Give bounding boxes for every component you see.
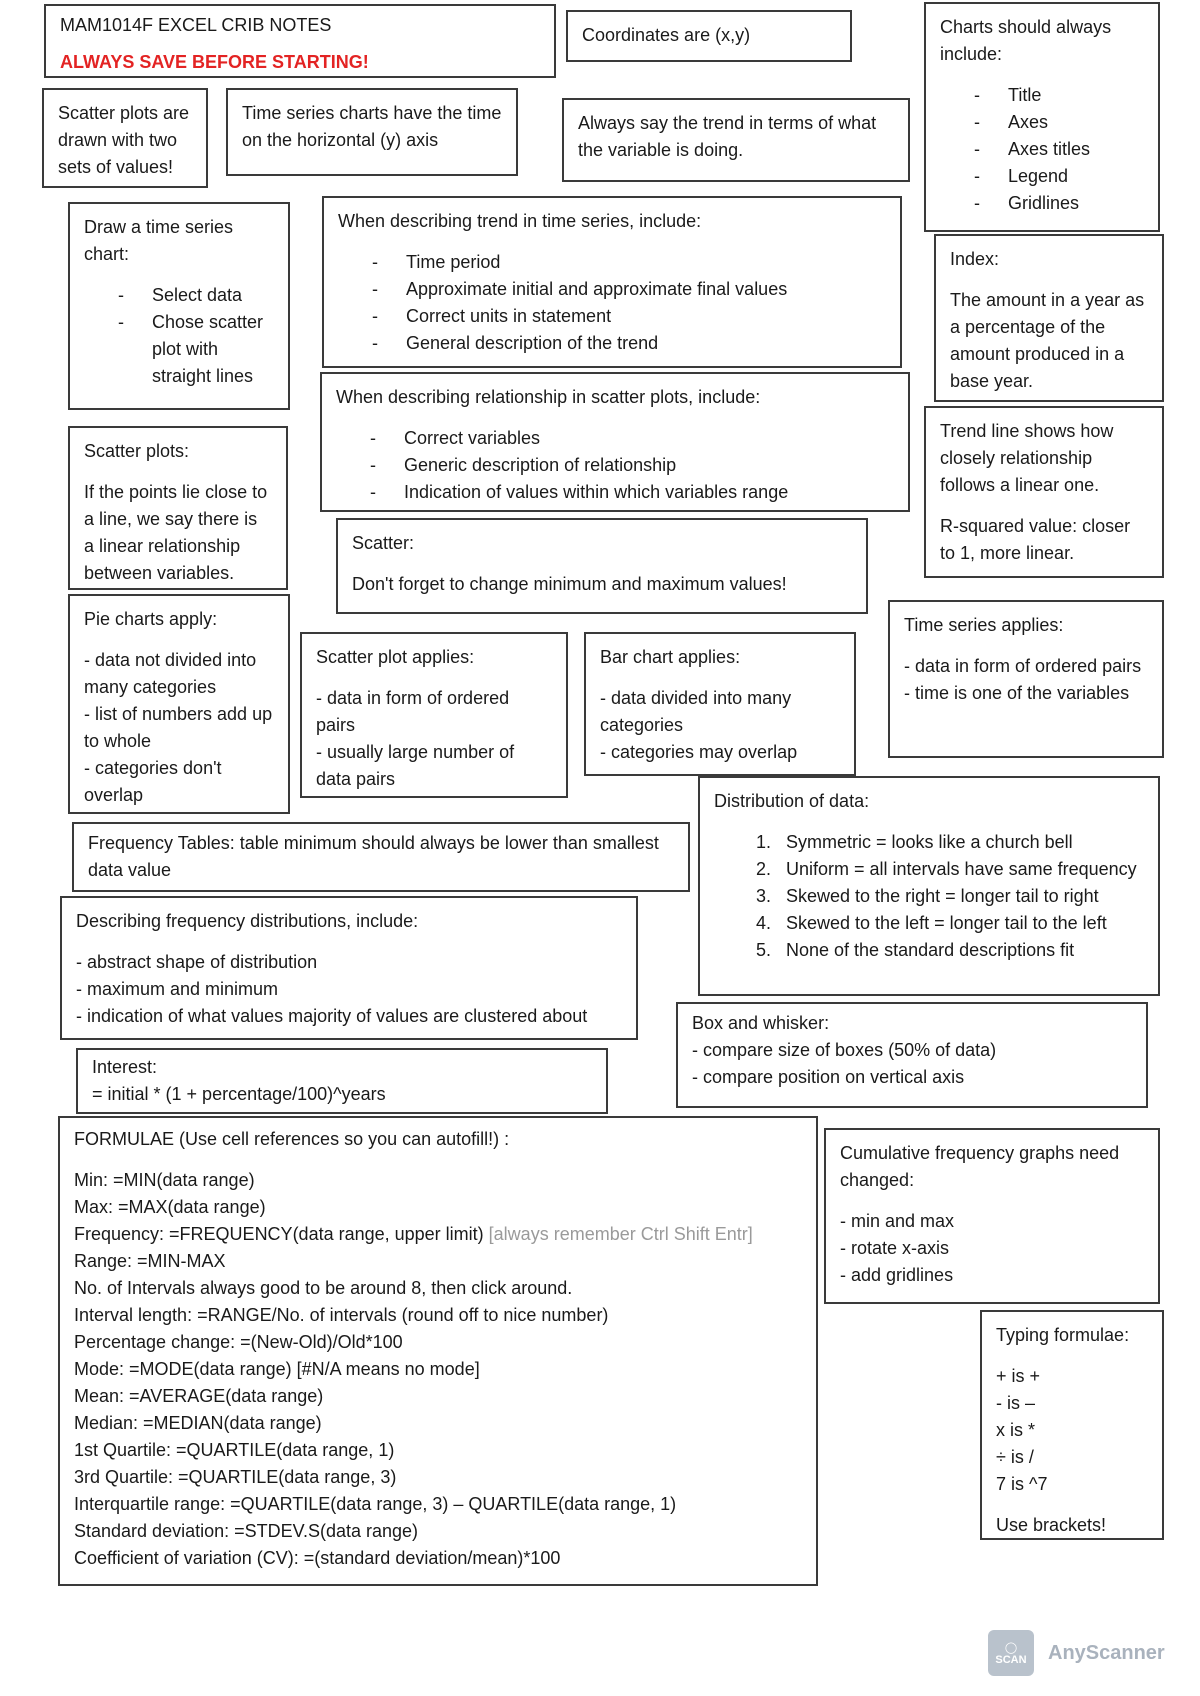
interest-title: Interest: [92,1057,158,1077]
trend-describe-list [338,249,886,357]
scanner-name: AnyScanner [1048,1641,1165,1664]
list-item: - Correct variables [336,425,894,452]
page-title: MAM1014F EXCEL CRIB NOTES [60,15,332,35]
list-item: - Generic description of relationship [336,452,894,479]
relationship-describe-box [320,372,910,512]
formula-line: No. of Intervals always good to be around 8, then click around. [74,1278,573,1298]
typing-box [980,1310,1164,1540]
typing-lines [996,1363,1148,1498]
text-line: - data divided into many categories [600,688,792,735]
formula-line: 3rd Quartile: =QUARTILE(data range, 3) [74,1467,397,1487]
pie-applies-box [68,594,290,814]
index-box [934,234,1164,402]
box-whisker-box [676,1002,1148,1108]
list-item: - Axes [940,109,1144,136]
scatter-plots-title: Scatter plots: [84,441,190,461]
bar-applies-box [584,632,856,776]
text-line: - categories may overlap [600,742,798,762]
list-item: - Chose scatter plot with straight lines [84,309,274,390]
relationship-describe-list [336,425,894,506]
scatter-values-box [42,88,208,188]
charts-include-title: Charts should always include: [940,17,1112,64]
freq-distributions-title: Describing frequency distributions, include: [76,911,419,931]
charts-include-box [924,2,1160,232]
list-item: - Select data [84,282,274,309]
formula-line: Max: =MAX(data range) [74,1197,266,1217]
list-item: - Axes titles [940,136,1144,163]
formula-line: Frequency: =FREQUENCY(data range, upper limit) [always remember Ctrl Shift Entr] [74,1224,753,1244]
trend-terms-text: Always say the trend in terms of what the variable is doing. [578,113,877,160]
list-item: 3. Skewed to the right = longer tail to right [776,883,1144,910]
list-item: - Title [940,82,1144,109]
trend-line-text: Trend line shows how closely relationship follows a linear one. [940,421,1114,495]
anyscanner-watermark [988,1630,1165,1676]
cumulative-title: Cumulative frequency graphs need changed: [840,1143,1120,1190]
time-series-applies-title: Time series applies: [904,615,1064,635]
list-item: - Correct units in statement [338,303,886,330]
list-item: - Time period [338,249,886,276]
scatter-applies-lines [316,685,552,793]
scatter-minmax-text: Don't forget to change minimum and maximum values! [352,574,787,594]
list-item: - Gridlines [940,190,1144,217]
box-whisker-lines [692,1037,1132,1091]
time-series-applies-lines [904,653,1148,707]
scanner-logo-icon: ◯ SCAN [988,1630,1034,1676]
charts-include-list [940,82,1144,217]
coordinates-box [566,10,852,62]
text-line: - data in form of ordered pairs [904,656,1142,676]
trend-describe-box [322,196,902,368]
list-item: 5. None of the standard descriptions fit [776,937,1144,964]
text-line: - add gridlines [840,1265,954,1285]
scatter-minmax-title: Scatter: [352,533,415,553]
frequency-note: [always remember Ctrl Shift Entr] [483,1224,753,1244]
text-line: - is – [996,1393,1036,1413]
trend-line-box [924,406,1164,578]
cumulative-box [824,1128,1160,1304]
list-item: - General description of the trend [338,330,886,357]
r-squared-text: R-squared value: closer to 1, more linear. [940,516,1131,563]
text-line: - min and max [840,1211,955,1231]
formula-line: Standard deviation: =STDEV.S(data range) [74,1521,419,1541]
text-line: - maximum and minimum [76,979,279,999]
warning-text: ALWAYS SAVE BEFORE STARTING! [60,52,369,72]
text-line: 7 is ^7 [996,1474,1048,1494]
formula-line: Coefficient of variation (CV): =(standard deviation/mean)*100 [74,1548,561,1568]
formula-line: Interquartile range: =QUARTILE(data range, 3) – QUARTILE(data range, 1) [74,1494,677,1514]
list-item: 2. Uniform = all intervals have same frequency [776,856,1144,883]
text-line: - categories don't overlap [84,758,222,805]
header-box [44,4,556,78]
cumulative-lines [840,1208,1144,1289]
text-line: - data in form of ordered pairs [316,688,510,735]
formula-line: 1st Quartile: =QUARTILE(data range, 1) [74,1440,395,1460]
box-whisker-title: Box and whisker: [692,1013,830,1033]
index-text: The amount in a year as a percentage of the amount produced in a base year. [950,290,1145,391]
formula-line: Percentage change: =(New-Old)/Old*100 [74,1332,403,1352]
text-line: - usually large number of data pairs [316,742,515,789]
freq-distributions-lines [76,949,622,1030]
typing-title: Typing formulae: [996,1325,1130,1345]
time-series-axis-text: Time series charts have the time on the horizontal (y) axis [242,103,502,150]
text-line: - data not divided into many categories [84,650,257,697]
typing-note: Use brackets! [996,1515,1107,1535]
formula-line: Min: =MIN(data range) [74,1170,255,1190]
list-item: 1. Symmetric = looks like a church bell [776,829,1144,856]
formula-line: Mode: =MODE(data range) [#N/A means no mode] [74,1359,480,1379]
frequency-tables-box [72,822,690,892]
trend-terms-box [562,98,910,182]
text-line: x is * [996,1420,1036,1440]
list-item: 4. Skewed to the left = longer tail to the left [776,910,1144,937]
draw-time-series-box [68,202,290,410]
scatter-applies-title: Scatter plot applies: [316,647,475,667]
text-line: - compare position on vertical axis [692,1067,965,1087]
text-line: ÷ is / [996,1447,1034,1467]
draw-time-series-list [84,282,274,390]
interest-formula: = initial * (1 + percentage/100)^years [92,1084,386,1104]
text-line: - abstract shape of distribution [76,952,318,972]
interest-box [76,1048,608,1114]
bar-applies-title: Bar chart applies: [600,647,741,667]
formulae-box [58,1116,818,1586]
formula-line: Range: =MIN-MAX [74,1251,226,1271]
distribution-title: Distribution of data: [714,791,870,811]
text-line: - time is one of the variables [904,683,1130,703]
scatter-plots-box [68,426,288,590]
distribution-list [714,829,1144,964]
index-title: Index: [950,249,1000,269]
scatter-applies-box [300,632,568,798]
text-line: - rotate x-axis [840,1238,950,1258]
scatter-minmax-box [336,518,868,614]
freq-distributions-box [60,896,638,1040]
pie-applies-lines [84,647,274,809]
formula-line: Interval length: =RANGE/No. of intervals (round off to nice number) [74,1305,609,1325]
scatter-values-text: Scatter plots are drawn with two sets of values! [58,103,190,177]
formula-line: Mean: =AVERAGE(data range) [74,1386,324,1406]
formula-line: Median: =MEDIAN(data range) [74,1413,322,1433]
formulae-lines [74,1167,802,1572]
list-item: - Legend [940,163,1144,190]
list-item: - Approximate initial and approximate final values [338,276,886,303]
text-line: + is + [996,1366,1041,1386]
time-series-applies-box [888,600,1164,758]
text-line: - list of numbers add up to whole [84,704,273,751]
coordinates-text: Coordinates are (x,y) [582,25,751,45]
formulae-title: FORMULAE (Use cell references so you can autofill!) : [74,1129,510,1149]
distribution-box [698,776,1160,996]
pie-applies-title: Pie charts apply: [84,609,218,629]
trend-describe-title: When describing trend in time series, include: [338,211,702,231]
time-series-axis-box [226,88,518,176]
text-line: - compare size of boxes (50% of data) [692,1040,997,1060]
frequency-tables-text: Frequency Tables: table minimum should always be lower than smallest data value [88,833,659,880]
text-line: - indication of what values majority of values are clustered about [76,1006,588,1026]
bar-applies-lines [600,685,840,766]
scatter-plots-text: If the points lie close to a line, we say there is a linear relationship between variables. [84,482,268,583]
draw-time-series-title: Draw a time series chart: [84,217,234,264]
list-item: - Indication of values within which variables range [336,479,894,506]
relationship-describe-title: When describing relationship in scatter plots, include: [336,387,761,407]
